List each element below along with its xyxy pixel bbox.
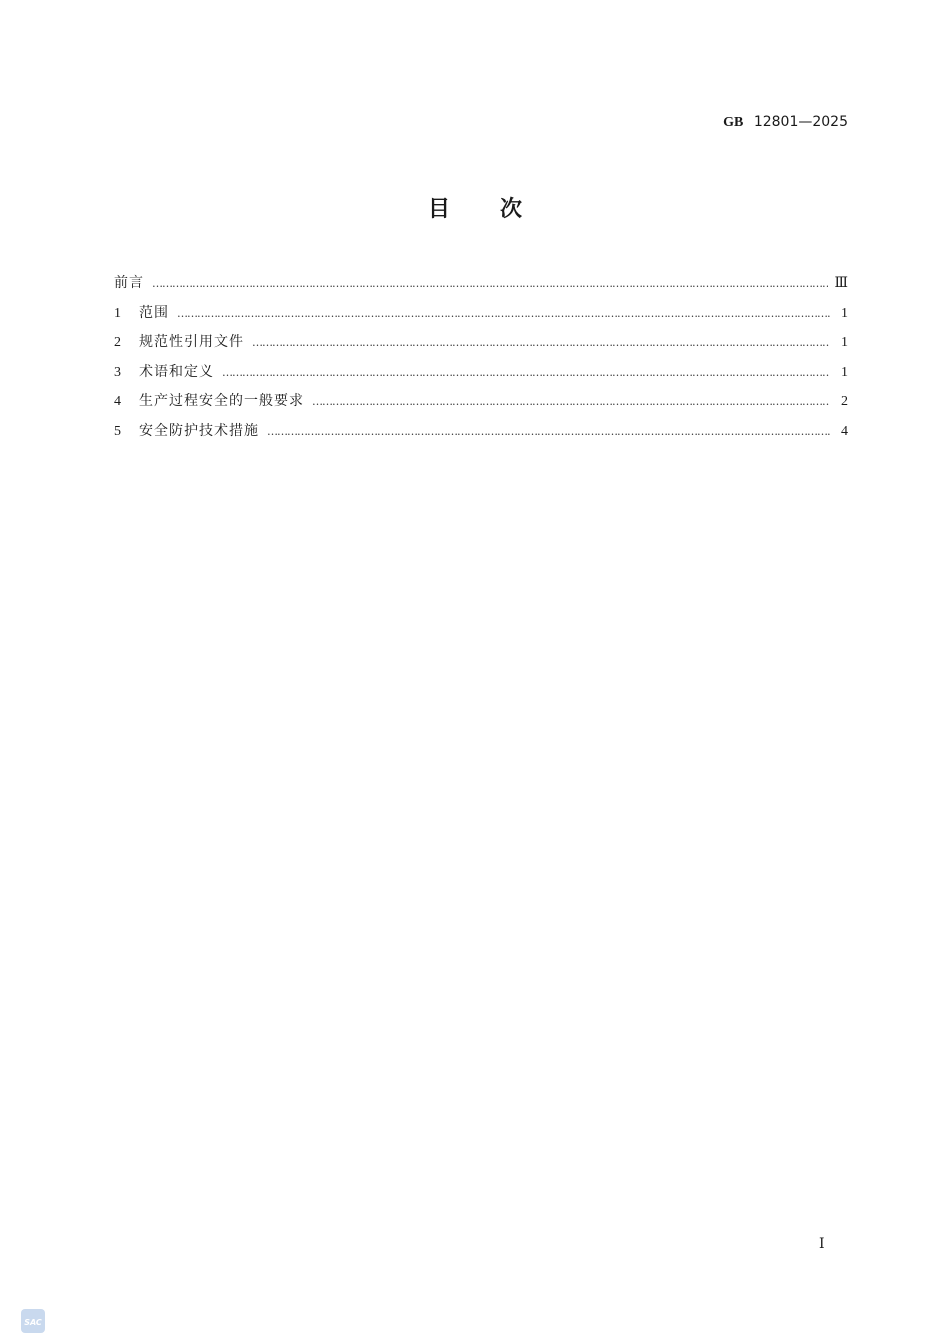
toc-entry-terms-definitions[interactable] [114,361,848,391]
toc-entry-normative-references[interactable] [114,331,848,361]
sac-logo-text: SAC [24,1318,42,1327]
toc-entry-protective-measures[interactable] [114,420,848,450]
toc-entry-number: 3 [114,364,121,380]
standard-number: 12801—2025 [753,114,848,130]
toc-entry-foreword[interactable] [114,272,848,302]
toc-entry-page: 1 [841,305,848,321]
toc-leader-dots [152,273,828,295]
table-of-contents [114,272,848,449]
toc-entry-page: 1 [841,335,848,350]
toc-entry-number: 2 [114,335,121,350]
toc-leader-dots [312,391,830,413]
toc-entry-page: 1 [841,364,848,380]
sac-logo-icon [20,1308,46,1334]
standard-prefix: GB [723,115,744,130]
toc-leader-dots [222,362,830,384]
toc-entry-title: 术语和定义 [139,363,214,380]
toc-entry-general-requirements[interactable] [114,390,848,420]
toc-leader-dots [267,421,830,443]
toc-entry-number: 5 [114,423,121,439]
page-number: Ⅰ [819,1237,825,1252]
toc-entry-page: Ⅲ [834,276,848,291]
toc-entry-number: 4 [114,394,121,409]
toc-entry-page: 2 [841,394,848,409]
toc-entry-scope[interactable] [114,302,848,332]
sac-logo-graphic [20,1308,46,1334]
standard-code [723,114,848,131]
toc-entry-page: 4 [841,423,848,439]
toc-entry-title: 规范性引用文件 [139,334,244,350]
toc-leader-dots [252,332,830,354]
toc-entry-title: 生产过程安全的一般要求 [139,393,304,409]
toc-entry-title: 安全防护技术措施 [139,422,259,439]
page-title: 目次 [427,197,572,222]
toc-leader-dots [177,303,830,325]
toc-entry-title: 前言 [114,275,144,291]
toc-entry-title: 范围 [139,304,169,321]
toc-entry-number: 1 [114,305,121,321]
